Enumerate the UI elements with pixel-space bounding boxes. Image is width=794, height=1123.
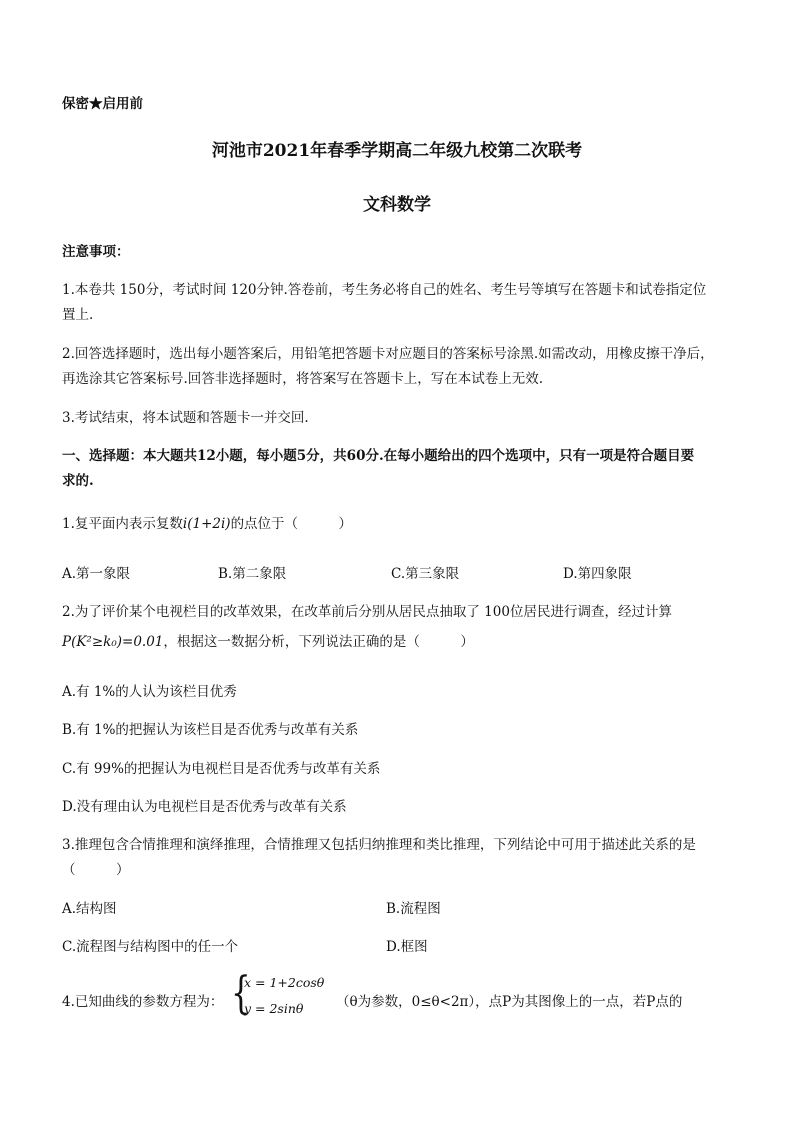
question-3-option-b: B.流程图 [386, 901, 441, 917]
section-1-heading-line-2: 求的. [62, 473, 94, 489]
question-3-line-1: 3.推理包含合情推理和演绎推理，合情推理又包括归纳推理和类比推理，下列结论中可用于描述此关系的是 [62, 837, 696, 853]
exam-subtitle: 文科数学 [363, 195, 431, 215]
question-1-option-d: D.第四象限 [563, 566, 632, 582]
question-2-option-d: D.没有理由认为电视栏目是否优秀与改革有关系 [62, 799, 347, 815]
question-3-option-a: A.结构图 [62, 901, 117, 917]
question-4-suffix: （θ为参数，0≤θ<2π），点P为其图像上的一点，若P点的 [336, 994, 683, 1010]
confidential-label: 保密★启用前 [62, 96, 143, 112]
question-2-option-a: A.有 1%的人认为该栏目优秀 [62, 684, 237, 700]
question-2-option-b: B.有 1%的把握认为该栏目是否优秀与改革有关系 [62, 722, 359, 738]
exam-title: 河池市2021年春季学期高二年级九校第二次联考 [211, 141, 583, 161]
question-3-option-d: D.框图 [386, 939, 428, 955]
question-1-suffix: 的点位于（ ） [230, 516, 353, 532]
question-1-option-b: B.第二象限 [218, 566, 287, 582]
system-brace-icon: { [231, 968, 251, 1019]
question-1-prefix: 1.复平面内表示复数 [62, 516, 183, 532]
question-2-suffix: ，根据这一数据分析，下列说法正确的是（ ） [163, 634, 474, 650]
question-1-option-a: A.第一象限 [62, 566, 131, 582]
question-3-line-2: （ ） [62, 862, 130, 878]
question-2-line-1: 2.为了评价某个电视栏目的改革效果，在改革前后分别从居民点抽取了 100位居民进行调查，经过计算 [62, 604, 672, 620]
question-1-option-c: C.第三象限 [391, 566, 460, 582]
question-2-expression: P(K²≥k₀)=0.01 [62, 634, 164, 650]
question-2-line-2 [62, 630, 474, 650]
question-1-stem [62, 512, 352, 532]
question-4-equation-2: y = 2sinθ [244, 1001, 304, 1016]
section-1-heading-line-1: 一、选择题：本大题共12小题，每小题5分，共60分.在每小题给出的四个选项中，只有一项是符合题目要 [62, 448, 695, 464]
question-4-equation-1: x = 1+2cosθ [244, 975, 325, 990]
question-2-option-c: C.有 99%的把握认为电视栏目是否优秀与改革有关系 [62, 761, 381, 777]
note-1-line-1: 1.本卷共 150分，考试时间 120分钟.答卷前，考生务必将自己的姓名、考生号等填写在答题卡和试卷指定位 [62, 282, 707, 298]
note-2-line-1: 2.回答选择题时，选出每小题答案后，用铅笔把答题卡对应题目的答案标号涂黑.如需改动，用橡皮擦干净后， [62, 346, 714, 362]
question-4-prefix: 4.已知曲线的参数方程为： [62, 994, 224, 1010]
question-1-expression: i(1+2i) [182, 516, 231, 532]
notes-heading: 注意事项： [62, 244, 130, 260]
note-1-line-2: 置上. [62, 307, 94, 323]
question-3-option-c: C.流程图与结构图中的任一个 [62, 939, 239, 955]
note-2-line-2: 再选涂其它答案标号.回答非选择题时，将答案写在答题卡上，写在本试卷上无效. [62, 371, 544, 387]
note-3: 3.考试结束，将本试题和答题卡一并交回. [62, 410, 309, 426]
